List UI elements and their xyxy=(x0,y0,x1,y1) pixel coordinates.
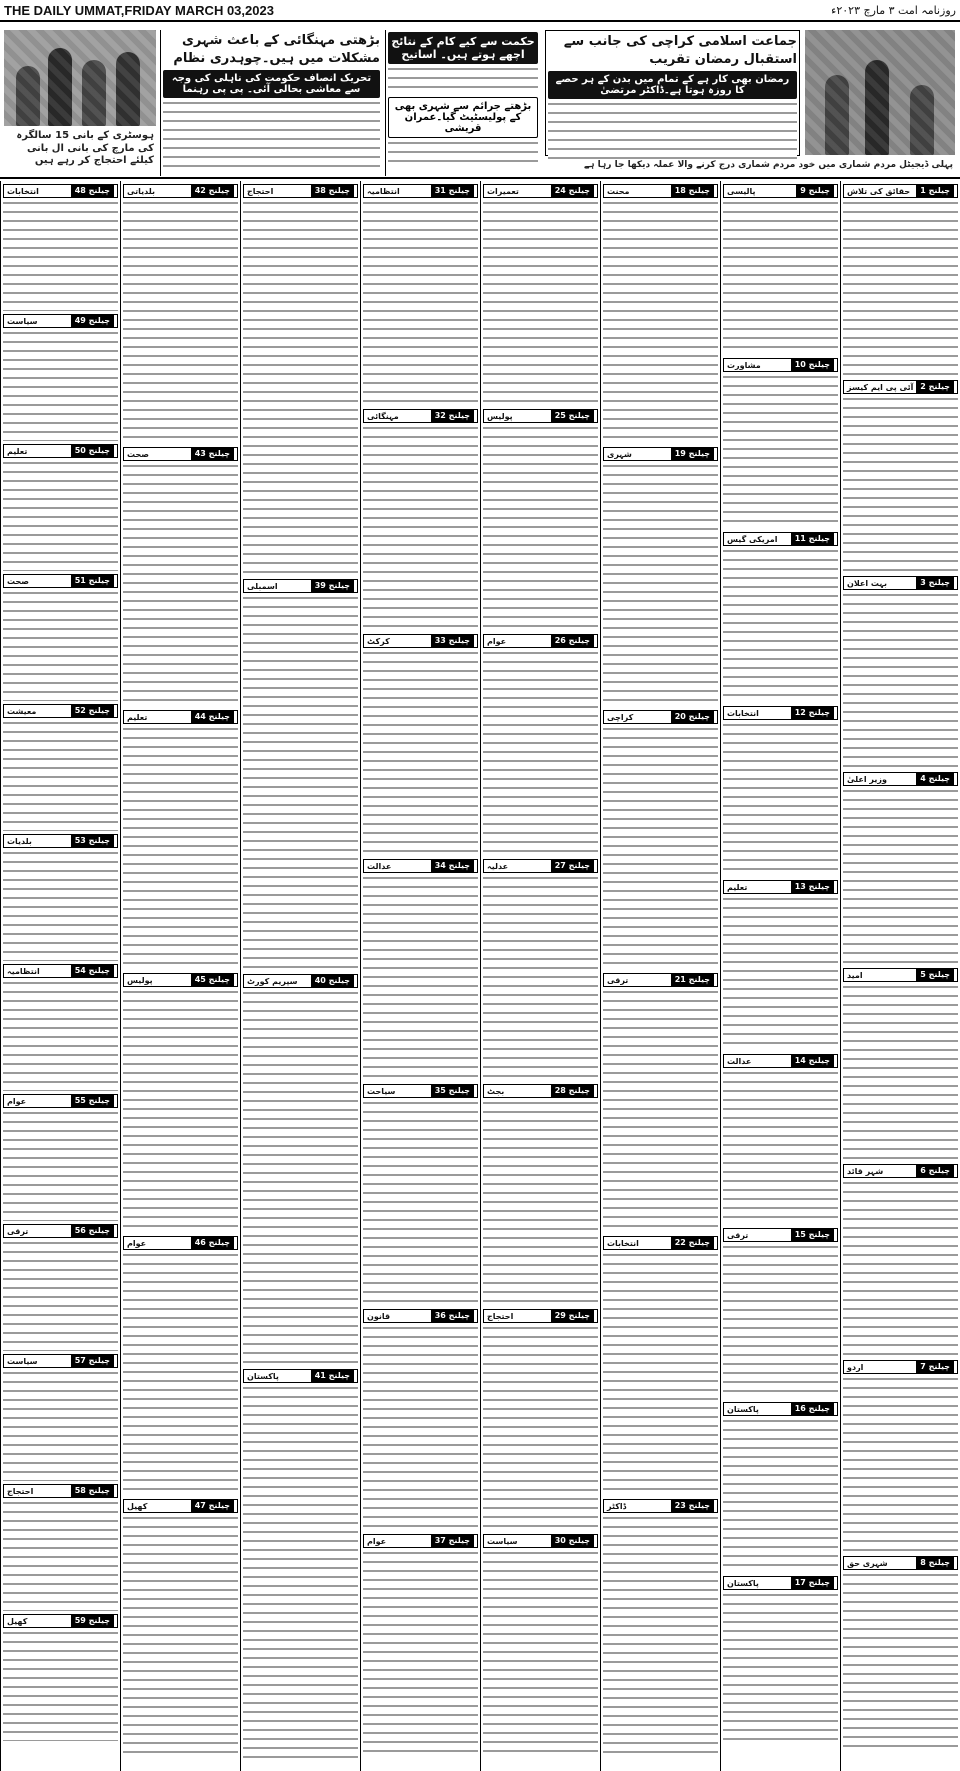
notice-body-text xyxy=(3,590,118,701)
notice-title: قانون xyxy=(367,1311,391,1321)
notice-number: چیلنج 6 xyxy=(916,1165,954,1177)
story-headline: جماعت اسلامی کراچی کی جانب سے استقبال رمضان تقریب xyxy=(563,34,797,67)
notice-heading xyxy=(723,1054,838,1068)
notice-heading xyxy=(843,184,958,198)
notice-title: تعلیم xyxy=(727,882,748,892)
protest-photo xyxy=(4,30,156,126)
notice-heading xyxy=(483,184,598,198)
notice-heading xyxy=(243,1369,358,1383)
notice-body-text xyxy=(363,1100,478,1306)
notice-title: سیاست xyxy=(7,1356,38,1366)
notice-body-text xyxy=(123,463,238,707)
notice-body-text xyxy=(123,726,238,970)
notice-number: چیلنج 44 xyxy=(191,711,234,723)
notice-heading xyxy=(3,834,118,848)
notice-heading xyxy=(243,974,358,988)
notice-heading xyxy=(3,574,118,588)
notice-body-text xyxy=(603,989,718,1233)
notice-title: صحت xyxy=(127,449,149,459)
notice-title: عوام xyxy=(487,636,507,646)
notice-title: انتظامیہ xyxy=(367,186,400,196)
notice-number: چیلنج 17 xyxy=(791,1577,834,1589)
notice-heading xyxy=(3,1094,118,1108)
notice-number: چیلنج 23 xyxy=(671,1500,714,1512)
notice-number: چیلنج 15 xyxy=(791,1229,834,1241)
notice-number: چیلنج 49 xyxy=(71,315,114,327)
notice-body-text xyxy=(123,989,238,1233)
notice-number: چیلنج 1 xyxy=(916,185,954,197)
notice-title: پاکستان xyxy=(727,1578,759,1588)
notice-heading xyxy=(483,634,598,648)
story2-box: بڑھتے جرائم سے شہری بھی کے پولیسٹیٹ گیا۔عمران قریشی xyxy=(388,97,538,138)
notice-body-text xyxy=(723,1418,838,1573)
notice-number: چیلنج 24 xyxy=(551,185,594,197)
notice-title: شہر قائد xyxy=(847,1166,884,1176)
story2-body xyxy=(388,66,538,94)
notice-title: انتخابات xyxy=(607,1238,639,1248)
notice-number: چیلنج 36 xyxy=(431,1310,474,1322)
notice-title: ترقی xyxy=(607,975,629,985)
notice-title: عوام xyxy=(367,1536,387,1546)
notice-body-text xyxy=(843,788,958,965)
notice-heading xyxy=(483,1534,598,1548)
notice-heading xyxy=(363,859,478,873)
notice-body-text xyxy=(363,1325,478,1531)
notice-number: چیلنج 2 xyxy=(916,381,954,393)
notice-heading xyxy=(363,1309,478,1323)
notice-body-text xyxy=(243,990,358,1366)
notice-body-text xyxy=(723,1592,838,1747)
notice-body-text xyxy=(723,374,838,529)
notice-title: کرکٹ xyxy=(367,636,390,646)
notice-number: چیلنج 12 xyxy=(791,707,834,719)
notice-body-text xyxy=(723,896,838,1051)
census-caption xyxy=(545,158,955,176)
notice-number: چیلنج 29 xyxy=(551,1310,594,1322)
caption-text: پہلی ڈیجیٹل مردم شماری میں خود مردم شماری درج کرنے والا عملہ دیکھا جا رہا ہے xyxy=(583,160,953,170)
notice-number: چیلنج 21 xyxy=(671,974,714,986)
notice-title: امریکی گیس xyxy=(727,534,778,544)
notice-number: چیلنج 4 xyxy=(916,773,954,785)
notice-title: شہری xyxy=(607,449,632,459)
notice-body-text xyxy=(363,875,478,1081)
notice-body-text xyxy=(843,200,958,377)
notice-heading xyxy=(363,1084,478,1098)
notice-body-text xyxy=(603,200,718,444)
notice-number: چیلنج 54 xyxy=(71,965,114,977)
notice-title: سپریم کورٹ xyxy=(247,976,298,986)
notice-heading xyxy=(603,973,718,987)
notice-body-text xyxy=(3,1370,118,1481)
notice-heading xyxy=(843,968,958,982)
masthead-urdu: روزنامہ امت ۳ مارچ ۲۰۲۳ء xyxy=(831,3,956,17)
notice-title: احتجاج xyxy=(7,1486,34,1496)
notice-body-text xyxy=(843,592,958,769)
notice-body-text xyxy=(363,1550,478,1756)
notice-title: پولیس xyxy=(487,411,513,421)
notice-number: چیلنج 9 xyxy=(796,185,834,197)
notice-title: بلدیاتی xyxy=(127,186,155,196)
notice-heading xyxy=(123,184,238,198)
column-7 xyxy=(120,181,240,1771)
notice-number: چیلنج 40 xyxy=(311,975,354,987)
column-6 xyxy=(240,181,360,1771)
notice-body-text xyxy=(603,1252,718,1496)
notice-title: عوام xyxy=(7,1096,27,1106)
notice-number: چیلنج 35 xyxy=(431,1085,474,1097)
notice-title: عوام xyxy=(127,1238,147,1248)
story-body-text xyxy=(548,101,797,163)
notice-number: چیلنج 37 xyxy=(431,1535,474,1547)
notice-title: امید xyxy=(847,970,863,980)
notice-title: اسمبلی xyxy=(247,581,278,591)
notice-heading xyxy=(843,1556,958,1570)
notice-heading xyxy=(243,579,358,593)
notice-title: سیاست xyxy=(7,316,38,326)
notice-heading xyxy=(603,710,718,724)
notice-heading xyxy=(843,1164,958,1178)
notice-title: بلدیات xyxy=(7,836,32,846)
notice-title: پالیسی xyxy=(727,186,756,196)
notice-number: چیلنج 11 xyxy=(791,533,834,545)
notice-body-text xyxy=(483,200,598,406)
notice-heading xyxy=(723,706,838,720)
notice-body-text xyxy=(363,650,478,856)
notice-body-text xyxy=(3,330,118,441)
notice-title: ترقی xyxy=(7,1226,29,1236)
census-photo xyxy=(805,30,955,155)
notice-number: چیلنج 47 xyxy=(191,1500,234,1512)
masthead-english: THE DAILY UMMAT,FRIDAY MARCH 03,2023 xyxy=(4,2,274,18)
notice-number: چیلنج 8 xyxy=(916,1557,954,1569)
notice-heading xyxy=(3,1484,118,1498)
notice-number: چیلنج 13 xyxy=(791,881,834,893)
notice-number: چیلنج 34 xyxy=(431,860,474,872)
notice-heading xyxy=(3,964,118,978)
notice-body-text xyxy=(123,1515,238,1759)
notice-number: چیلنج 30 xyxy=(551,1535,594,1547)
notice-title: عدالت xyxy=(367,861,392,871)
notice-heading xyxy=(363,1534,478,1548)
story2-headline: حکمت سے کیے کام کے نتائج اچھے ہوتے ہیں۔ اساتیح xyxy=(388,32,538,64)
notice-number: چیلنج 51 xyxy=(71,575,114,587)
notice-heading xyxy=(363,634,478,648)
notice-title: تعمیرات xyxy=(487,186,519,196)
notice-title: عدالت xyxy=(727,1056,752,1066)
notice-number: چیلنج 53 xyxy=(71,835,114,847)
notice-title: وزیر اعلیٰ xyxy=(847,774,887,784)
notice-heading xyxy=(603,1499,718,1513)
notice-number: چیلنج 16 xyxy=(791,1403,834,1415)
notice-title: تعلیم xyxy=(7,446,28,456)
notice-title: ترقی xyxy=(727,1230,749,1240)
column-1 xyxy=(840,181,960,1771)
column-3 xyxy=(600,181,720,1771)
notice-number: چیلنج 22 xyxy=(671,1237,714,1249)
notice-title: مشاورت xyxy=(727,360,761,370)
notice-number: چیلنج 3 xyxy=(916,577,954,589)
notice-title: محنت xyxy=(607,186,630,196)
notice-body-text xyxy=(3,720,118,831)
notice-number: چیلنج 27 xyxy=(551,860,594,872)
notice-number: چیلنج 14 xyxy=(791,1055,834,1067)
notice-title: آئی پی ایم کیسز xyxy=(847,382,914,392)
notice-body-text xyxy=(483,425,598,631)
notice-title: احتجاج xyxy=(487,1311,514,1321)
notice-body-text xyxy=(843,1572,958,1749)
notice-number: چیلنج 56 xyxy=(71,1225,114,1237)
notice-heading xyxy=(603,447,718,461)
notice-number: چیلنج 33 xyxy=(431,635,474,647)
notice-heading xyxy=(843,1360,958,1374)
notice-number: چیلنج 45 xyxy=(191,974,234,986)
notice-number: چیلنج 39 xyxy=(311,580,354,592)
notice-heading xyxy=(3,1614,118,1628)
notice-title: سیاحت xyxy=(367,1086,396,1096)
notice-number: چیلنج 55 xyxy=(71,1095,114,1107)
notice-number: چیلنج 57 xyxy=(71,1355,114,1367)
notice-body-text xyxy=(3,1500,118,1611)
notice-body-text xyxy=(843,1180,958,1357)
notice-number: چیلنج 10 xyxy=(791,359,834,371)
notice-body-text xyxy=(483,1100,598,1306)
notice-number: چیلنج 48 xyxy=(71,185,114,197)
notice-title: انتخابات xyxy=(727,708,759,718)
notice-body-text xyxy=(723,200,838,355)
notice-number: چیلنج 20 xyxy=(671,711,714,723)
story-mehngai xyxy=(160,30,382,176)
notice-number: چیلنج 46 xyxy=(191,1237,234,1249)
notice-body-text xyxy=(123,200,238,444)
notice-number: چیلنج 41 xyxy=(311,1370,354,1382)
notice-body-text xyxy=(3,980,118,1091)
notice-number: چیلنج 52 xyxy=(71,705,114,717)
story-jamaat-ramzan xyxy=(545,30,800,156)
notice-heading xyxy=(123,447,238,461)
column-5 xyxy=(360,181,480,1771)
notice-body-text xyxy=(3,1630,118,1741)
notice-title: معیشت xyxy=(7,706,37,716)
notice-body-text xyxy=(3,1110,118,1221)
notice-heading xyxy=(603,184,718,198)
notice-heading xyxy=(843,772,958,786)
notice-body-text xyxy=(243,595,358,971)
protest-caption-text: ہوسٹری کے بانی 15 سالگرہ کی مارچ کی بانی ال بانی کیلئے احتجاج کر رہے ہیں xyxy=(16,130,154,166)
notice-body-text xyxy=(603,726,718,970)
notice-number: چیلنج 26 xyxy=(551,635,594,647)
notice-heading xyxy=(3,314,118,328)
notice-title: مہنگائی xyxy=(367,411,399,421)
notice-heading xyxy=(723,880,838,894)
notice-heading xyxy=(723,358,838,372)
notice-heading xyxy=(3,1354,118,1368)
notice-body-text xyxy=(3,460,118,571)
notice-body-text xyxy=(243,200,358,576)
column-4 xyxy=(480,181,600,1771)
notice-body-text xyxy=(483,650,598,856)
notice-title: تعلیم xyxy=(127,712,148,722)
notice-body-text xyxy=(363,425,478,631)
top-news-band xyxy=(0,24,960,179)
notice-number: چیلنج 18 xyxy=(671,185,714,197)
notice-body-text xyxy=(3,850,118,961)
notice-title: کھیل xyxy=(7,1616,28,1626)
notice-heading xyxy=(123,1499,238,1513)
notice-heading xyxy=(843,380,958,394)
notice-heading xyxy=(3,444,118,458)
notice-title: صحت xyxy=(7,576,29,586)
notice-heading xyxy=(723,1576,838,1590)
notice-title: پاکستان xyxy=(247,1371,279,1381)
notice-number: چیلنج 31 xyxy=(431,185,474,197)
notice-number: چیلنج 28 xyxy=(551,1085,594,1097)
notice-heading xyxy=(123,710,238,724)
notice-heading xyxy=(483,409,598,423)
protest-caption xyxy=(4,128,156,176)
notice-heading xyxy=(483,859,598,873)
notice-body-text xyxy=(723,1244,838,1399)
notice-body-text xyxy=(483,875,598,1081)
notice-number: چیلنج 38 xyxy=(311,185,354,197)
notice-heading xyxy=(483,1309,598,1323)
notice-body-text xyxy=(843,984,958,1161)
story3-body xyxy=(163,100,380,172)
notice-heading xyxy=(363,184,478,198)
notice-heading xyxy=(363,409,478,423)
notice-title: اردو xyxy=(847,1362,864,1372)
notice-title: سیاست xyxy=(487,1536,518,1546)
notice-title: بہت اعلان xyxy=(847,578,888,588)
notice-title: عدلیہ xyxy=(487,861,509,871)
notice-title: حقائق کی تلاش xyxy=(847,186,911,196)
story2-body-2 xyxy=(388,140,538,168)
notice-number: چیلنج 5 xyxy=(916,969,954,981)
notice-heading xyxy=(723,1228,838,1242)
notice-body-text xyxy=(723,1070,838,1225)
notice-heading xyxy=(723,184,838,198)
notice-body-text xyxy=(483,1325,598,1531)
notice-title: انتظامیہ xyxy=(7,966,40,976)
notice-number: چیلنج 50 xyxy=(71,445,114,457)
notice-heading xyxy=(3,1224,118,1238)
notice-body-text xyxy=(3,200,118,311)
page-header xyxy=(0,0,960,22)
notice-body-text xyxy=(843,1376,958,1553)
notice-heading xyxy=(3,184,118,198)
story3-headline: بڑھتی مہنگائی کے باعث شہری مشکلات میں ہیں۔چوہدری نظام xyxy=(173,33,380,66)
notice-heading xyxy=(123,973,238,987)
column-2 xyxy=(720,181,840,1771)
notice-heading xyxy=(603,1236,718,1250)
notice-title: انتخابات xyxy=(7,186,39,196)
notice-number: چیلنج 25 xyxy=(551,410,594,422)
notice-heading xyxy=(123,1236,238,1250)
notice-number: چیلنج 7 xyxy=(916,1361,954,1373)
notice-number: چیلنج 42 xyxy=(191,185,234,197)
column-8 xyxy=(0,181,120,1771)
notice-heading xyxy=(483,1084,598,1098)
notice-title: کھیل xyxy=(127,1501,148,1511)
notices-columns xyxy=(0,181,960,1771)
notice-body-text xyxy=(603,463,718,707)
story3-box: تحریک انصاف حکومت کی ناہلی کی وجہ سے معاشی بحالی آئی۔ پی پی رہنما xyxy=(163,70,380,98)
notice-body-text xyxy=(243,1385,358,1761)
notice-title: پولیس xyxy=(127,975,153,985)
notice-heading xyxy=(723,1402,838,1416)
story-subhead: رمضان بھی کار ہے کے تمام میں بدن کے ہر حصے کا روزہ ہوتا ہے۔ڈاکٹر مرتضیٰ xyxy=(548,71,797,99)
story-hikmat xyxy=(385,30,540,176)
notice-number: چیلنج 32 xyxy=(431,410,474,422)
notice-title: احتجاج xyxy=(247,186,274,196)
notice-title: کراچی xyxy=(607,712,634,722)
notice-title: شہری حق xyxy=(847,1558,888,1568)
notice-body-text xyxy=(723,548,838,703)
notice-title: بجٹ xyxy=(487,1086,505,1096)
notice-body-text xyxy=(723,722,838,877)
notice-body-text xyxy=(3,1240,118,1351)
notice-heading xyxy=(243,184,358,198)
notice-heading xyxy=(723,532,838,546)
notice-body-text xyxy=(363,200,478,406)
notice-number: چیلنج 19 xyxy=(671,448,714,460)
notice-title: پاکستان xyxy=(727,1404,759,1414)
notice-body-text xyxy=(123,1252,238,1496)
notice-number: چیلنج 58 xyxy=(71,1485,114,1497)
notice-heading xyxy=(3,704,118,718)
notice-body-text xyxy=(843,396,958,573)
notice-body-text xyxy=(483,1550,598,1756)
notice-title: ڈاکٹر xyxy=(607,1501,627,1511)
notice-heading xyxy=(843,576,958,590)
notice-number: چیلنج 43 xyxy=(191,448,234,460)
notice-number: چیلنج 59 xyxy=(71,1615,114,1627)
notice-body-text xyxy=(603,1515,718,1759)
